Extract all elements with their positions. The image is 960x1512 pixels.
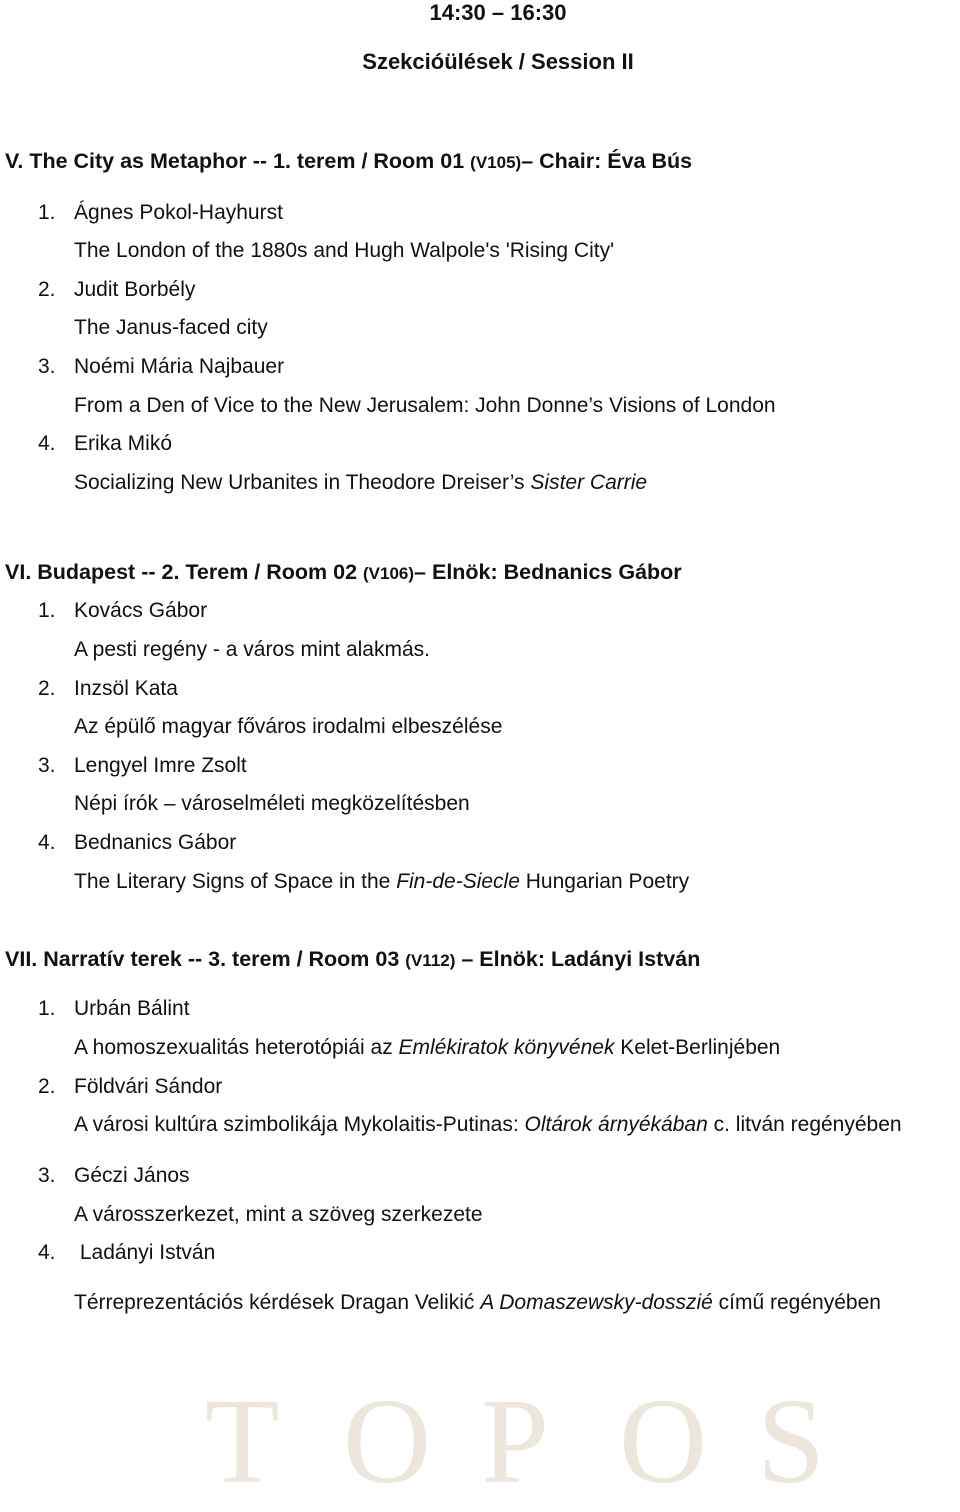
session-subtitle: Szekcióülések / Session II [362, 49, 634, 74]
item-title: Népi írók – városelméleti megközelítésben [74, 792, 470, 815]
item-number: 1. [38, 599, 56, 622]
item-title: A pesti regény - a város mint alakmás. [74, 638, 430, 661]
item-number: 3. [38, 1164, 56, 1187]
item-title: From a Den of Vice to the New Jerusalem: John Donne’s Visions of London [74, 394, 776, 417]
item-title: Socializing New Urbanites in Theodore Dreiser’s Sister Carrie [74, 471, 648, 494]
item-number: 2. [38, 677, 56, 700]
item-number: 1. [38, 201, 56, 224]
item-title: The Literary Signs of Space in the Fin-de-Siecle Hungarian Poetry [74, 870, 690, 893]
item-author: Erika Mikó [74, 432, 173, 455]
item-title: Az épülő magyar főváros irodalmi elbeszélése [74, 715, 503, 738]
item-author: Noémi Mária Najbauer [74, 355, 285, 378]
item-author: Ladányi István [74, 1241, 216, 1264]
item-author: Géczi János [74, 1164, 190, 1187]
item-author: Inzsöl Kata [74, 677, 178, 700]
item-title: A homoszexualitás heterotópiái az Emlékiratok könyvének Kelet-Berlinjében [74, 1036, 781, 1059]
item-number: 4. [38, 831, 56, 854]
item-number: 2. [38, 1075, 56, 1098]
item-number: 2. [38, 278, 56, 301]
item-author: Kovács Gábor [74, 599, 208, 622]
item-title: Térreprezentációs kérdések Dragan Velikić A Domaszewsky-dosszié című regényében [74, 1291, 881, 1314]
section-heading-vi: VI. Budapest -- 2. Terem / Room 02 (V106)– Elnök: Bednanics Gábor [5, 560, 682, 584]
item-title: A városszerkezet, mint a szöveg szerkezete [74, 1203, 483, 1226]
item-author: Bednanics Gábor [74, 831, 237, 854]
item-number: 3. [38, 754, 56, 777]
item-number: 4. [38, 1241, 56, 1264]
topos-watermark-logo: T O P O S [205, 1374, 825, 1509]
section-heading-vii: VII. Narratív terek -- 3. terem / Room 03 (V112) – Elnök: Ladányi István [5, 947, 701, 971]
item-title: A városi kultúra szimbolikája Mykolaitis-Putinas: Oltárok árnyékában c. litván regényében [74, 1113, 902, 1136]
item-number: 4. [38, 432, 56, 455]
item-title: The Janus-faced city [74, 316, 268, 339]
section-heading-v: V. The City as Metaphor -- 1. terem / Room 01 (V105)– Chair: Éva Bús [5, 149, 693, 173]
session-time: 14:30 – 16:30 [429, 0, 567, 25]
item-author: Urbán Bálint [74, 997, 190, 1020]
item-number: 3. [38, 355, 56, 378]
item-author: Lengyel Imre Zsolt [74, 754, 247, 777]
item-author: Judit Borbély [74, 278, 196, 301]
item-title: The London of the 1880s and Hugh Walpole's 'Rising City' [74, 239, 615, 262]
item-author: Ágnes Pokol-Hayhurst [74, 201, 283, 224]
item-author: Földvári Sándor [74, 1075, 223, 1098]
item-number: 1. [38, 997, 56, 1020]
